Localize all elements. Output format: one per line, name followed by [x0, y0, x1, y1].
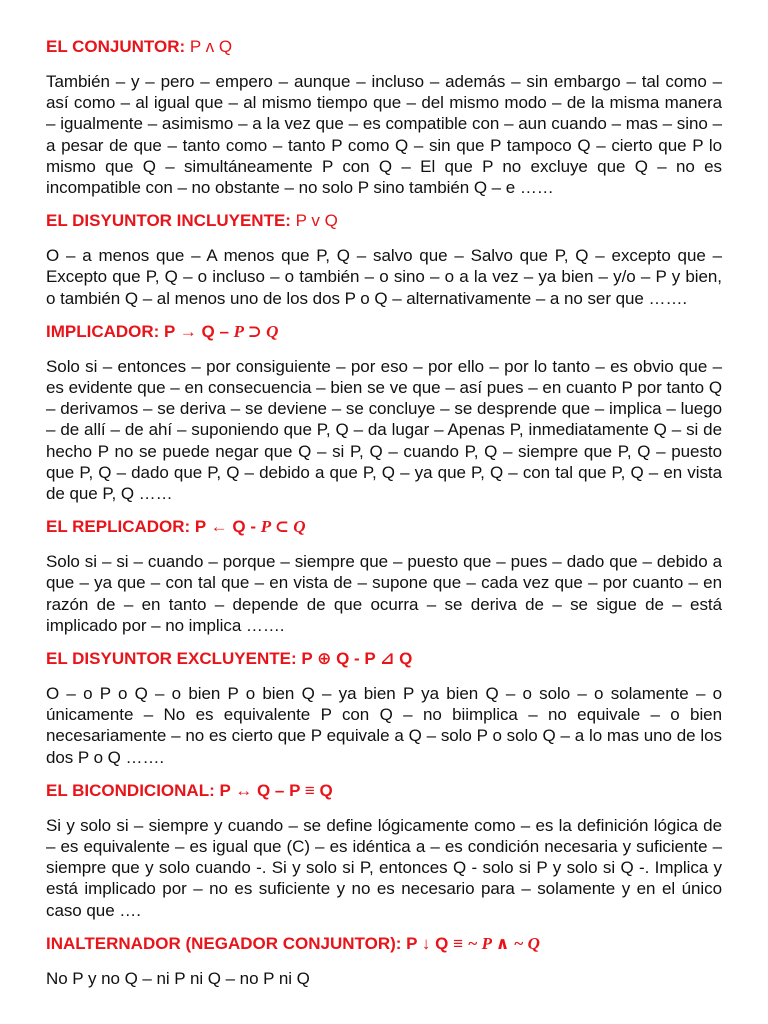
section-body: O – o P o Q – o bien P o bien Q – ya bien P ya bien Q – o solo – o solamente – o únicamente – No es equivalente P con Q – no biimplica – no equivale – o bien necesariamente – no es cierto que P equivale a Q – solo P o solo Q – a lo mas uno de los dos P o Q ……. [46, 684, 722, 767]
heading-math: P ⊂ Q [260, 517, 306, 537]
heading-title: EL REPLICADOR: [46, 517, 195, 537]
heading-symbol: P ⊕ Q - P ⊿ Q [301, 649, 413, 669]
heading-title: EL DISYUNTOR EXCLUYENTE: [46, 649, 302, 669]
heading-title: IMPLICADOR: [46, 321, 165, 341]
heading-title: EL DISYUNTOR INCLUYENTE: [46, 211, 296, 231]
section-heading [46, 210, 722, 232]
section-heading [46, 780, 722, 802]
heading-math: ~ P ∧ ~ Q [467, 933, 540, 953]
heading-title: EL CONJUNTOR: [46, 37, 190, 56]
heading-title: INALTERNADOR (NEGADOR CONJUNTOR): [46, 933, 407, 953]
heading-symbol: P ← Q - [194, 517, 261, 537]
section-body: No P y no Q – ni P ni Q – no P ni Q [46, 968, 310, 988]
heading-title: EL BICONDICIONAL: [46, 780, 220, 800]
section-bicondicional [46, 780, 722, 921]
section-replicador [46, 516, 722, 636]
section-disyuntor-excluyente [46, 648, 722, 768]
section-conjuntor [46, 36, 722, 198]
heading-symbol: P ʌ Q [189, 37, 233, 56]
section-heading [46, 321, 722, 343]
heading-symbol: P v Q [295, 211, 338, 231]
heading-symbol: P ↔ Q – P ≡ Q [219, 780, 333, 800]
heading-symbol: P ↓ Q ≡ [406, 933, 468, 953]
section-disyuntor-incluyente [46, 210, 722, 309]
section-body: Solo si – si – cuando – porque – siempre que – puesto que – pues – dado que – debido a que – ya que – con tal que – en vista de – supone que – cada vez que – por cuanto – en razón de – en tanto – depende de que ocurra – se deriva de – se sigue de – está implicado por – no implica ……. [46, 552, 722, 635]
section-heading [46, 36, 722, 58]
section-body: Si y solo si – siempre y cuando – se define lógicamente como – es la definición lógica de – es equivalente – es igual que (C) – es idéntica a – es condición necesaria y suficiente – siempre que y solo cuando -. Si y solo si P, entonces Q - solo si P y solo si Q -. Implica y está implicado por – no es suficiente y no es necesario para – solamente y en el único caso que …. [46, 815, 722, 920]
heading-math: P ⊃ Q [233, 321, 279, 341]
heading-symbol: P → Q – [164, 321, 234, 341]
section-body: O – a menos que – A menos que P, Q – salvo que – Salvo que P, Q – excepto que – Excepto que P, Q – o incluso – o también – o sino – o a la vez – ya bien – y/o – P y bien, o también Q – al menos uno de los dos P o Q – alternativamente – a no ser que ……. [46, 246, 722, 308]
section-heading [46, 933, 722, 955]
section-body: También – y – pero – empero – aunque – incluso – además – sin embargo – tal como – así como – al igual que – al mismo tiempo que – del mismo modo – de la misma manera – igualmente – asimismo – a la vez que – es compatible con – aun cuando – mas – sino – a pesar de que – tanto como – tanto P como Q – sin que P tampoco Q – cierto que P lo mismo que Q – simultáneamente P con Q – El que P no excluye que Q – no es incompatible con – no obstante – no solo P sino también Q – e …… [46, 72, 722, 198]
section-inalternador [46, 933, 722, 989]
section-implicador [46, 321, 722, 504]
section-heading [46, 516, 722, 538]
section-heading [46, 648, 722, 670]
section-body: Solo si – entonces – por consiguiente – por eso – por ello – por lo tanto – es obvio que – es evidente que – en consecuencia – bien se ve que – así pues – en cuanto P por tanto Q – derivamos – se deriva – se deviene – se concluye – se desprende que – implica – luego – de allí – de ahí – suponiendo que P, Q – da lugar – Apenas P, inmediatamente Q – si de hecho P no se puede negar que Q – si P, Q – cuando P, Q – siempre que P, Q – puesto que P, Q – dado que P, Q – debido a que P, Q – ya que P, Q – con tal que P, Q – en vista de que P, Q …… [46, 356, 722, 504]
